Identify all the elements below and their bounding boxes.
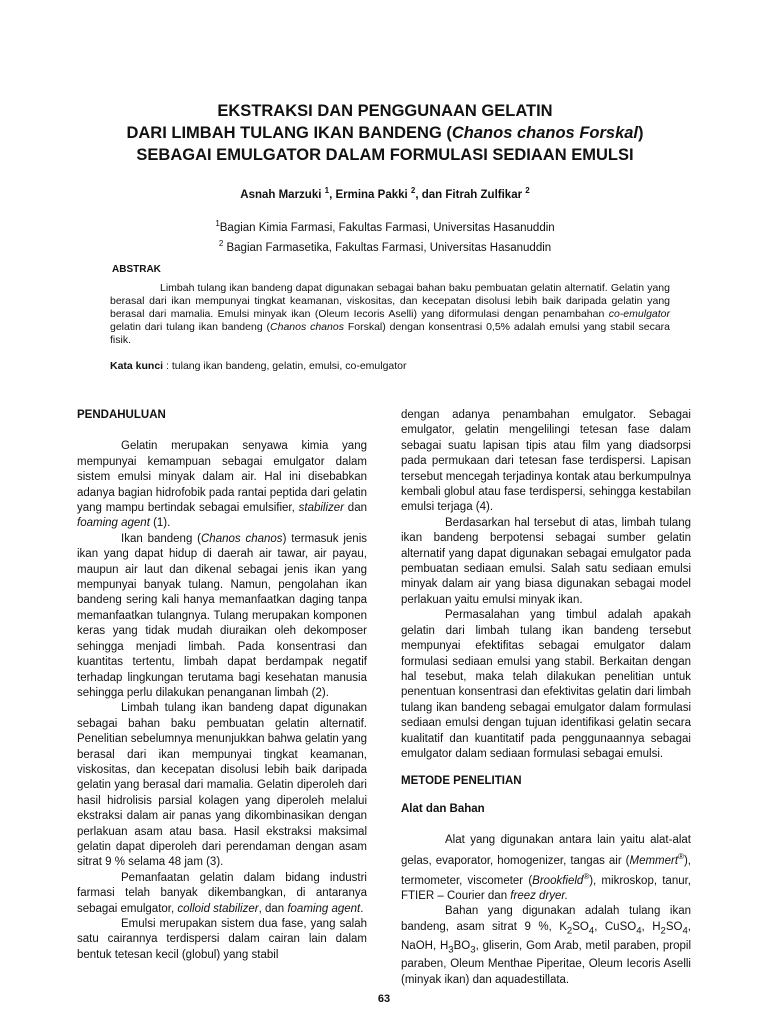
title-line-1: EKSTRAKSI DAN PENGGUNAAN GELATIN: [217, 102, 553, 120]
affiliation-1: $^1$Bagian Kimia Farmasi, Fakultas Farmasi, Universitas Hasanuddin: [215, 219, 555, 234]
paragraph: Ikan bandeng (Chanos chanos) termasuk jenis ikan yang dapat hidup di daerah air tawar, air payau, maupun air laut dan dikenal sebagai jenis ikan yang mempunyai banyak tulang. Namun, pengolahan ikan bandeng sering kali hanya memanfaatkan daging tanpa memanfaatkan tulangnya. Tulang merupakan komponen keras yang tidak mudah diuraikan oleh dekomposer sehingga menjadi limbah. Pada konsentrasi dan kuantitas tertentu, limbah dapat berdampak negatif terhadap lingkungan terutama bagi kesehatan manusia sehingga perlu dilakukan penanganan limbah (2).: [77, 532, 367, 699]
paragraph: Pemanfaatan gelatin dalam bidang industri farmasi telah banyak dikembangkan, di antaranya sebagai emulgator, colloid stabilizer, dan foaming agent.: [77, 871, 367, 915]
section-heading-methods: METODE PENELITIAN: [401, 775, 522, 788]
title-line-3: SEBAGAI EMULGATOR DALAM FORMULASI SEDIAAN EMULSI: [136, 146, 634, 164]
abstract-heading: ABSTRAK: [112, 264, 161, 275]
paragraph: Limbah tulang ikan bandeng dapat digunakan sebagai bahan baku pembuatan gelatin alternatif. Penelitian sebelumnya menunjukkan bahwa gelatin yang berasal dari ikan mempunyai tingkat keamanan, viskositas, dan kecepatan disolusi lebih baik daripada gelatin yang berasal dari mamalia. Gelatin diperoleh dari hasil hidrolisis parsial kolagen yang diperoleh melalui ekstraksi dalam air panas yang dikombinasikan dengan perlakuan asam atau basa. Hasil ekstraksi maksimal gelatin dapat diperoleh dari perendaman dengan asam sitrat 9 % selama 48 jam (3).: [77, 702, 367, 869]
section-heading-intro: PENDAHULUAN: [77, 409, 166, 421]
affiliation-2: $^2$ Bagian Farmasetika, Fakultas Farmasi, Universitas Hasanuddin: [218, 238, 552, 254]
paragraph: Bahan yang digunakan adalah tulang ikan bandeng, asam sitrat 9 %, $K_2SO_4$, CuSO$_4$, $H_2SO_4$, NaOH, $H_3BO_3$, gliserin, Gom Arab, metil paraben, propil paraben, Oleum Menthae Piperitae, Oleum Iecoris Aselli (minyak ikan) dan aquadestillata.: [401, 905, 691, 986]
column-right: [401, 408, 691, 988]
paragraph: dengan adanya penambahan emulgator. Sebagai emulgator, gelatin mengelilingi tetesan fase dalam sebagai suatu lapisan tipis atau film yang diadsorpsi pada permukaan dari tetesan fase terdispersi. Lapisan tersebut mencegah terjadinya kontak atau berkumpulnya kembali globul atau fase terdispersi, sehingga kestabilan emulsi terjaga (4).: [401, 409, 691, 514]
keywords: Kata kunci : tulang ikan bandeng, gelatin, emulsi, co-emulgator: [110, 360, 407, 372]
page-number: 63: [377, 993, 391, 1005]
affiliations: [80, 216, 690, 256]
paragraph: Alat yang digunakan antara lain yaitu alat-alat gelas, evaporator, homogenizer, tangas air (Memmert®), termometer, viscometer (Brookfield®), mikroskop, tanur, FTIER – Courier dan freez dryer.: [401, 834, 691, 903]
title-line-2: DARI LIMBAH TULANG IKAN BANDENG (Chanos chanos Forskal): [126, 124, 644, 142]
author-list: Asnah Marzuki $^1$, Ermina Pakki $^2$, dan Fitrah Zulfikar $^2$: [240, 186, 530, 201]
paragraph: Permasalahan yang timbul adalah apakah gelatin dari limbah tulang ikan bandeng tersebut mempunyai efektifitas sebagai emulgator dalam formulasi sediaan emulsi yang stabil. Berkaitan dengan hal tesebut, maka telah dilakukan penelitian untuk penentuan konsentrasi dan efektivitas gelatin dari limbah tulang ikan bandeng sebagai emulgator dalam formulasi sediaan emulsi dengan tujuan identifikasi gelatin secara kualitatif dan kuantitatif pada penggunaannya sebagai emulgator dalam sediaan formulasi sebagai emulsi.: [401, 609, 691, 760]
paragraph: Gelatin merupakan senyawa kimia yang mempunyai kemampuan sebagai emulgator dalam sistem emulsi minyak dalam air. Hal ini disebabkan adanya bagian hidrofobik pada rantai peptida dari gelatin yang mampu bertindak sebagai emulsifier, stabilizer dan foaming agent (1).: [77, 440, 367, 530]
paragraph: Berdasarkan hal tersebut di atas, limbah tulang ikan bandeng berpotensi sebagai sumber gelatin alternatif yang dapat digunakan sebagai emulgator pada pembuatan sediaan emulsi. Salah satu sediaan emulsi minyak dalam air yang biasa digunakan sebagai model perlakuan yaitu emulsi minyak ikan.: [401, 516, 691, 606]
column-left: [77, 408, 367, 963]
paper-title: [80, 100, 690, 166]
abstract-body: Limbah tulang ikan bandeng dapat digunakan sebagai bahan baku pembuatan gelatin alternatif. Gelatin yang berasal dari ikan mempunyai tingkat keamanan, viskositas, dan kecepatan disolusi lebih baik daripada gelatin yang berasal dari mamalia. Emulsi minyak ikan (Oleum Iecoris Aselli) yang diformulasi dengan penambahan co-emulgator gelatin dari tulang ikan bandeng (Chanos chanos Forskal) dengan konsentrasi 0,5% adalah emulsi yang stabil secara fisik.: [110, 282, 671, 346]
subsection-heading: Alat dan Bahan: [401, 802, 485, 815]
paragraph: Emulsi merupakan sistem dua fase, yang salah satu cairannya terdispersi dalam cairan lain dalam bentuk tetesan kecil (globul) yang stabil: [77, 918, 367, 961]
